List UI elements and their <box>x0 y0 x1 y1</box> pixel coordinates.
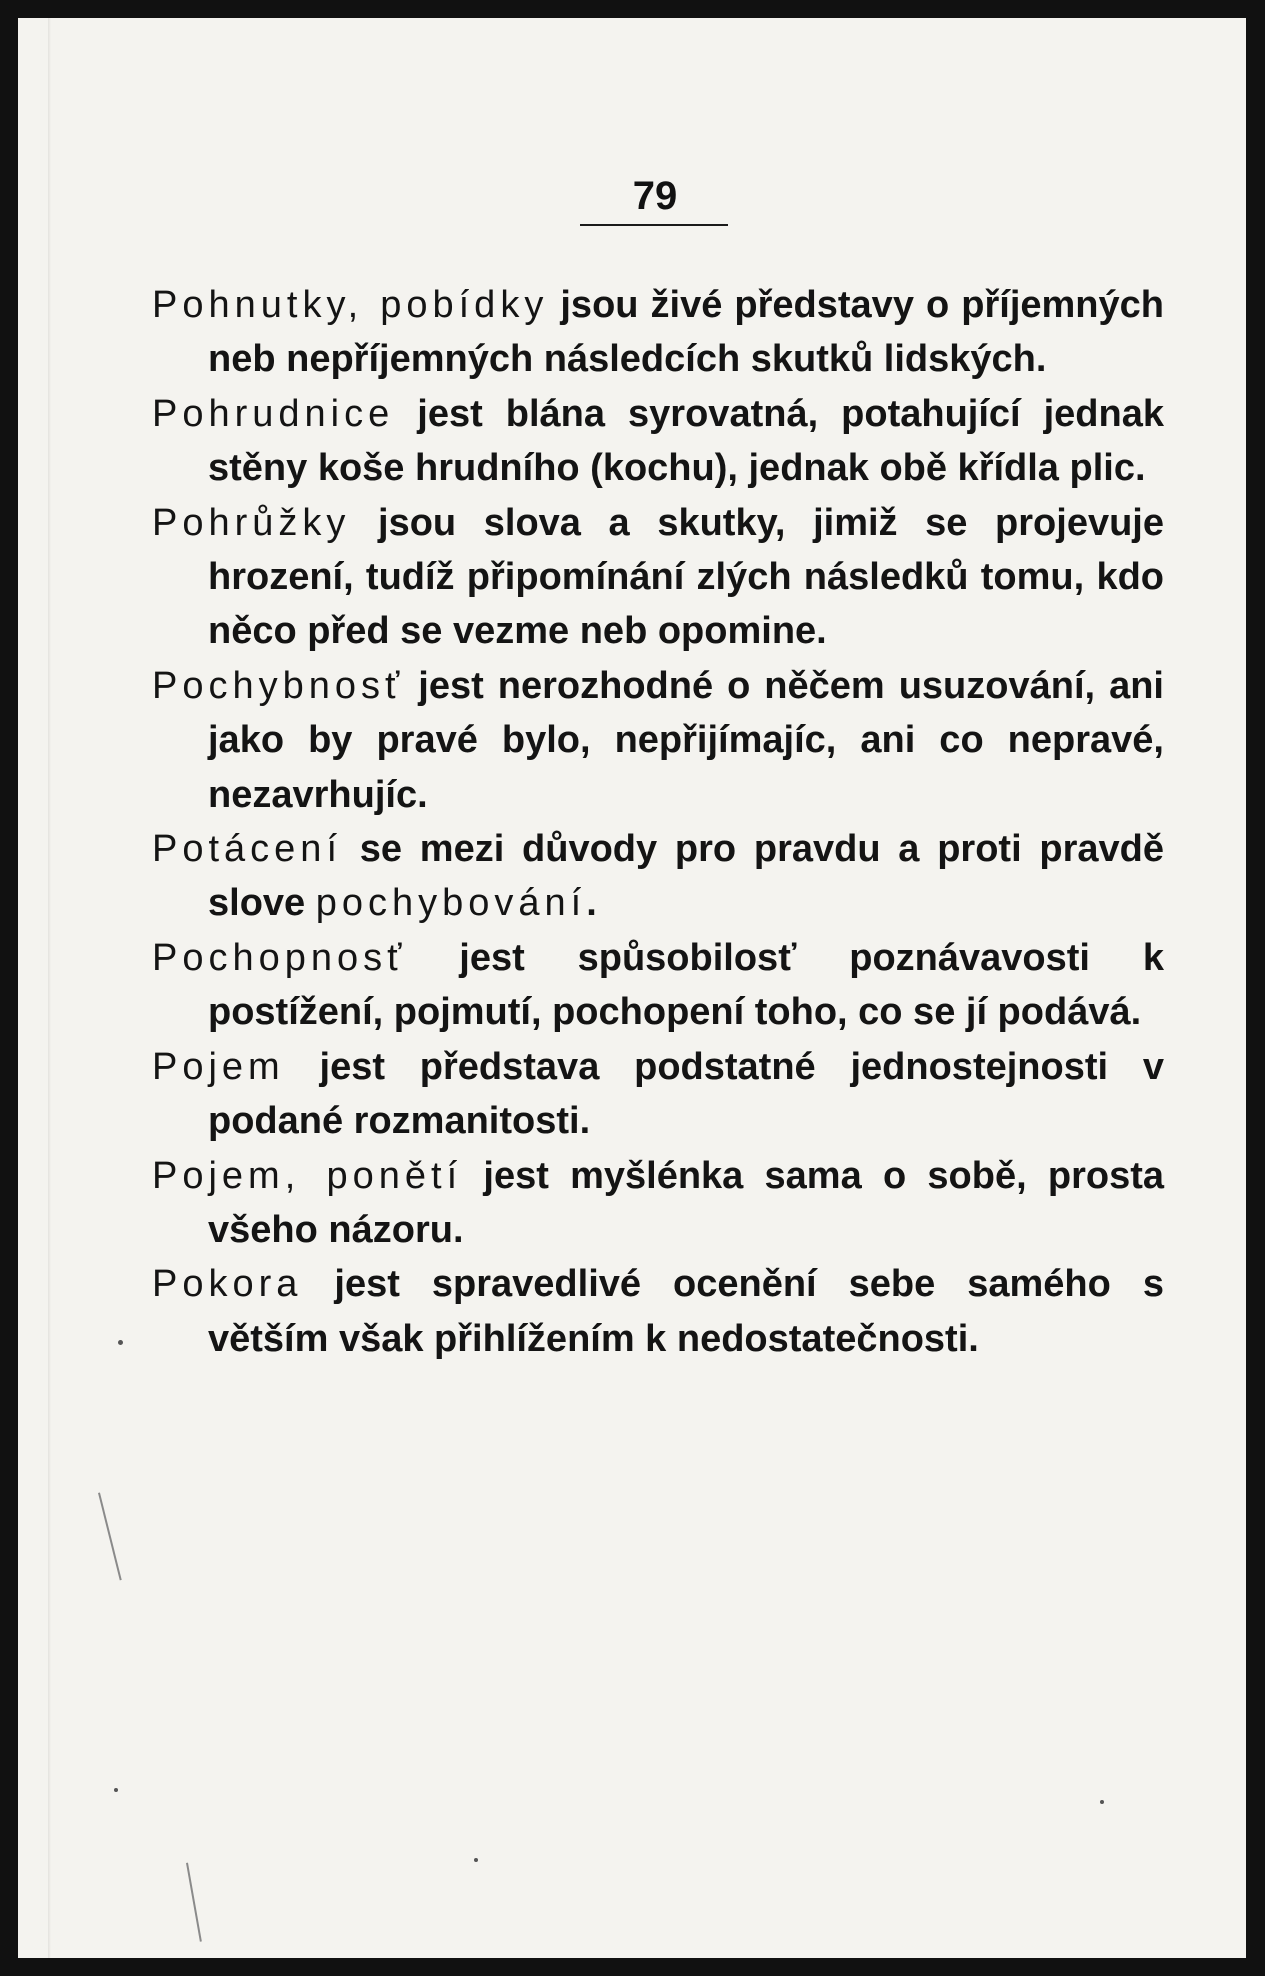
entry-definition: jsou slova a skutky, jimiž se projevuje hrození, tudíž připomínání zlých následků tomu, kdo něco před se vezme neb opomine. <box>208 501 1164 653</box>
scan-edge <box>48 18 51 1958</box>
entry-headword: Pochopnosť <box>152 936 407 979</box>
ink-speck <box>118 1340 123 1345</box>
page-number-rule <box>580 224 728 226</box>
book-page <box>18 18 1246 1958</box>
entry-headword: Potácení <box>152 828 342 871</box>
entry-headword: Pohrudnice <box>152 392 395 435</box>
entry-definition: jest blána syrovatná, potahující jednak stěny koše hrudního (kochu), jednak obě křídla plic. <box>208 392 1164 490</box>
entry-pojem <box>152 1040 1164 1149</box>
entry-pojem-poneti <box>152 1149 1164 1258</box>
entry-headword: Pohnutky, pobídky <box>152 284 549 326</box>
entry-potaceni <box>152 822 1164 931</box>
entry-pohruzky <box>152 496 1164 659</box>
entry-definition: se mezi důvody pro pravdu a proti pravdě slove <box>208 828 1164 925</box>
entry-headword: Pokora <box>152 1263 303 1306</box>
entry-definition: jest spravedlivé ocenění sebe samého s větším však přihlížením k nedostatečnosti. <box>208 1263 1164 1360</box>
entry-pohnutky <box>152 278 1164 387</box>
ink-speck <box>1100 1800 1104 1804</box>
dictionary-entries <box>152 278 1164 1366</box>
entry-headword: Pojem <box>152 1045 285 1088</box>
ink-speck <box>114 1788 118 1792</box>
entry-definition: jest představa podstatné jednostejnosti v podané rozmanitosti. <box>208 1045 1164 1143</box>
entry-pochopnost <box>152 931 1164 1040</box>
entry-term: pochybování <box>315 882 587 925</box>
paper-scratch <box>186 1863 202 1942</box>
entry-headword: Pohrůžky <box>152 501 351 544</box>
entry-pokora <box>152 1257 1164 1366</box>
entry-headword: Pojem, ponětí <box>152 1154 463 1197</box>
entry-definition: jsou živé představy o příjemných neb nepříjemných následcích skutků lidských. <box>208 284 1164 381</box>
entry-headword: Pochybnosť <box>152 664 405 707</box>
entry-definition: jest myšlénka sama o sobě, prosta všeho názoru. <box>208 1154 1164 1251</box>
entry-pohrudnice <box>152 387 1164 496</box>
entry-pochybnost <box>152 659 1164 822</box>
ink-speck <box>474 1858 478 1862</box>
entry-definition: jest nerozhodné o něčem usuzování, ani jako by pravé bylo, nepřijímajíc, ani co nepravé, nezavrhujíc. <box>208 664 1164 816</box>
page-number: 79 <box>632 174 678 218</box>
paper-scratch <box>98 1493 122 1581</box>
entry-definition: jest spůsobilosť poznávavosti k postížení, pojmutí, pochopení toho, co se jí podává. <box>208 936 1164 1034</box>
entry-tail: . <box>586 882 597 925</box>
